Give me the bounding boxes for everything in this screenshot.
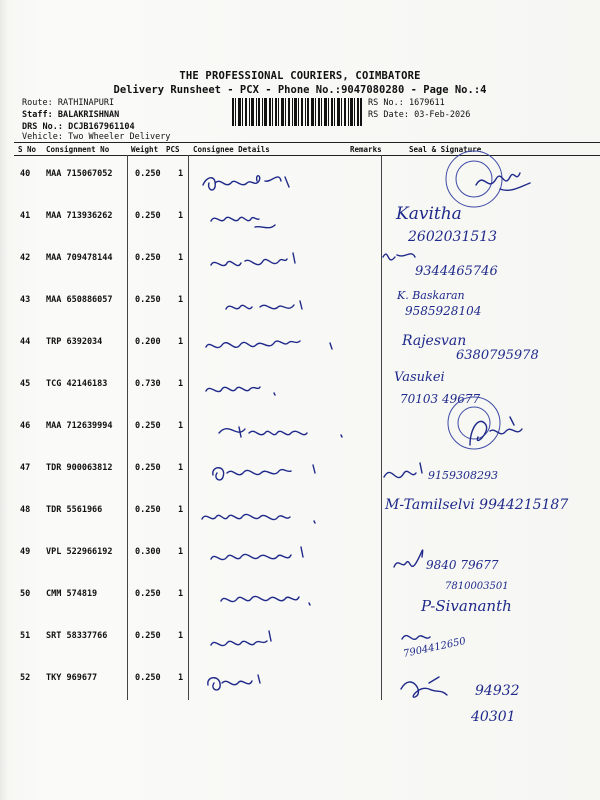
col-sno: S No [18,145,37,154]
row-sno: 41 [20,211,31,221]
row-sno: 46 [20,421,31,431]
table-row [0,449,600,497]
row-pcs: 1 [178,421,184,431]
row-pcs: 1 [178,631,184,641]
row-sno: 51 [20,631,31,641]
header-rule-top [14,142,600,143]
row-consignment: MAA 713936262 [46,211,113,221]
table-row [0,323,600,371]
row-consignment: TCG 42146183 [46,379,108,389]
receiver-signature [375,239,575,287]
row-sno: 42 [20,253,31,263]
table-row [0,281,600,329]
receiver-signature [390,197,590,245]
row-sno: 50 [20,589,31,599]
row-sno: 52 [20,673,31,683]
row-weight: 0.250 [135,295,161,305]
row-sno: 47 [20,463,31,473]
row-weight: 0.250 [135,211,161,221]
consignee-signature [200,659,300,707]
table-row [0,239,600,287]
row-consignment: CMM 574819 [46,589,98,599]
svg-text:Vasukei: Vasukei [394,370,445,385]
row-consignment: TDR 900063812 [46,463,113,473]
receiver-signature [383,491,598,539]
svg-text:P-Sivananth: P-Sivananth [421,597,512,615]
consignee-signature [205,197,325,245]
col-consignment: Consignment No [46,145,110,154]
row-consignment: SRT 58337766 [46,631,108,641]
row-consignment: MAA 715067052 [46,169,113,179]
row-weight: 0.250 [135,589,161,599]
row-pcs: 1 [178,463,184,473]
row-sno: 43 [20,295,31,305]
svg-text:M-Tamilselvi 9944215187: M-Tamilselvi 9944215187 [385,497,569,513]
row-sno: 45 [20,379,31,389]
svg-text:6380795978: 6380795978 [456,348,539,363]
svg-text:40301: 40301 [471,709,516,725]
col-remarks: Remarks [350,145,382,154]
svg-text:Rajesvan: Rajesvan [402,333,467,349]
row-consignment: VPL 522966192 [46,547,113,557]
svg-text:2602031513: 2602031513 [408,229,498,245]
row-pcs: 1 [178,505,184,515]
staff-line: Staff: BALAKRISHNAN [22,110,120,120]
consignee-signature [205,617,325,665]
svg-text:9585928104: 9585928104 [405,304,482,318]
row-weight: 0.300 [135,547,161,557]
row-pcs: 1 [178,169,184,179]
row-weight: 0.250 [135,631,161,641]
consignee-signature [200,323,360,371]
row-sno: 40 [20,169,31,179]
svg-text:70103 49677: 70103 49677 [400,392,481,406]
row-consignment: MAA 712639994 [46,421,113,431]
svg-text:94932: 94932 [475,683,520,699]
col-pcs: PCS [166,145,180,154]
rs-number: RS No.: 1679611 [368,98,445,108]
receiver-signature [398,617,538,665]
svg-text:9840 79677: 9840 79677 [426,558,499,572]
consignee-signature [200,365,320,413]
col-consignee: Consignee Details [193,145,270,154]
row-pcs: 1 [178,253,184,263]
vehicle-line: Vehicle: Two Wheeler Delivery [22,132,171,142]
rs-date: RS Date: 03-Feb-2026 [368,110,471,120]
receiver-signature [415,575,595,623]
table-row [0,407,600,455]
consignee-signature [215,575,355,623]
row-weight: 0.250 [135,421,161,431]
row-weight: 0.250 [135,505,161,515]
table-row [0,155,600,203]
consignee-signature [195,155,375,203]
receiver-signature [390,533,590,581]
receiver-signature [470,155,550,203]
route-line: Route: RATHINAPURI [22,98,115,108]
svg-text:7904412650: 7904412650 [402,635,467,660]
row-weight: 0.250 [135,463,161,473]
consignee-signature [205,449,345,497]
svg-text:K. Baskaran: K. Baskaran [397,289,465,302]
receiver-signature [395,659,585,729]
drs-line: DRS No.: DCJB167961104 [22,122,135,132]
table-row [0,617,600,665]
row-weight: 0.250 [135,673,161,683]
receiver-signature [380,449,580,497]
row-sno: 48 [20,505,31,515]
col-seal: Seal & Signature [409,145,482,154]
row-pcs: 1 [178,211,184,221]
table-row [0,659,600,725]
consignee-signature [220,281,340,329]
svg-text:9159308293: 9159308293 [428,469,498,482]
row-consignment: TRP 6392034 [46,337,103,347]
consignee-signature [196,491,336,539]
row-consignment: MAA 650886057 [46,295,113,305]
row-sno: 49 [20,547,31,557]
barcode [232,98,362,126]
row-pcs: 1 [178,673,184,683]
receiver-signature [395,281,595,329]
table-row [0,575,600,623]
row-weight: 0.730 [135,379,161,389]
consignee-signature [215,407,365,455]
receiver-signature [460,407,550,455]
row-consignment: TDR 5561966 [46,505,103,515]
consignee-signature [205,533,345,581]
table-row [0,491,600,539]
svg-text:7810003501: 7810003501 [445,581,509,592]
row-pcs: 1 [178,589,184,599]
row-pcs: 1 [178,337,184,347]
table-row [0,197,600,245]
row-weight: 0.250 [135,253,161,263]
row-pcs: 1 [178,379,184,389]
row-pcs: 1 [178,295,184,305]
consignee-signature [205,239,325,287]
row-consignment: TKY 969677 [46,673,98,683]
svg-text:9344465746: 9344465746 [415,264,498,279]
row-weight: 0.250 [135,169,161,179]
receiver-signature [400,323,590,371]
row-weight: 0.200 [135,337,161,347]
row-sno: 44 [20,337,31,347]
svg-text:Kavitha: Kavitha [396,204,462,224]
runsheet-title: Delivery Runsheet - PCX - Phone No.:9047080280 - Page No.:4 [113,84,487,96]
row-consignment: MAA 709478144 [46,253,113,263]
company-title: THE PROFESSIONAL COURIERS, COIMBATORE [179,70,421,82]
row-pcs: 1 [178,547,184,557]
table-row [0,533,600,581]
col-weight: Weight [131,145,159,154]
